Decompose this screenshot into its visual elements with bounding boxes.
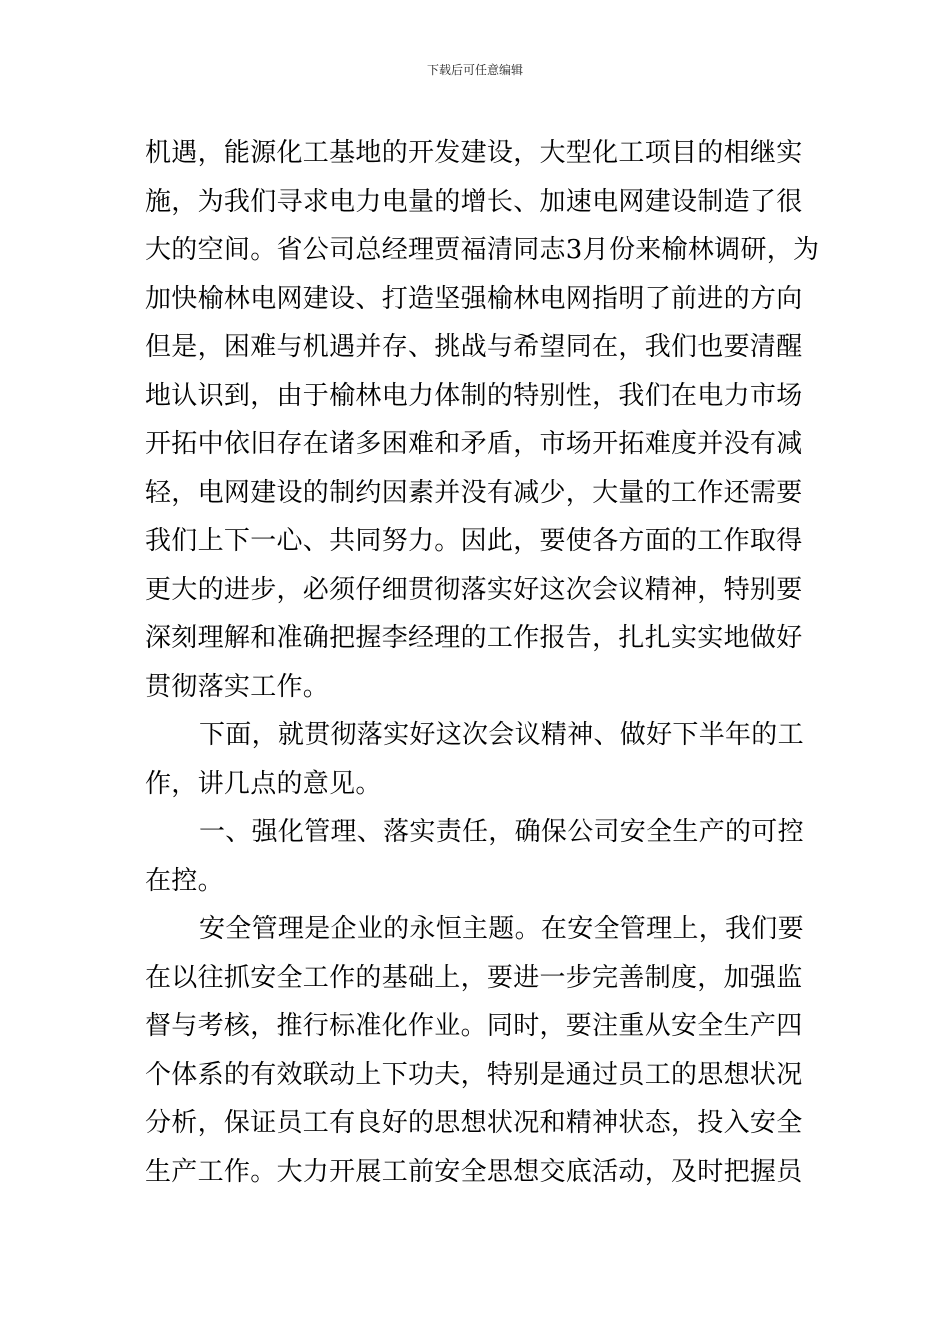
text-line: 作，讲几点的意见。 [145, 768, 382, 799]
text-line: 督与考核，推行标准化作业。同时，要注重从安全生产四 [145, 1011, 803, 1041]
text-line: 加快榆林电网建设、打造坚强榆林电网指明了前进的方向 [145, 283, 803, 314]
text-line: 机遇，能源化工基地的开发建设，大型化工项目的相继实 [145, 138, 803, 168]
text-line: 但是，困难与机遇并存、挑战与希望同在，我们也要清醒 [145, 332, 803, 362]
text-line: 生产工作。大力开展工前安全思想交底活动，及时把握员 [145, 1156, 803, 1187]
text-line: 深刻理解和准确把握李经理的工作报告，扎扎实实地做好 [145, 623, 803, 653]
text-line: 地认识到，由于榆林电力体制的特别性，我们在电力市场 [145, 380, 803, 411]
text-line: 在以往抓安全工作的基础上，要进一步完善制度，加强监 [145, 962, 803, 993]
paragraph-start-line: 安全管理是企业的永恒主题。在安全管理上，我们要 [199, 914, 804, 944]
text-line: 大的空间。省公司总经理贾福清同志3月份来榆林调研，为 [145, 235, 820, 265]
text-line: 轻，电网建设的制约因素并没有减少，大量的工作还需要 [145, 477, 803, 508]
text-line: 分析，保证员工有良好的思想状况和精神状态，投入安全 [145, 1108, 803, 1138]
section-heading-line: 一、强化管理、落实责任，确保公司安全生产的可控 [199, 817, 804, 847]
text-line: 开拓中依旧存在诸多困难和矛盾，市场开拓难度并没有减 [145, 429, 803, 459]
section-heading-line: 在控。 [145, 865, 224, 896]
page-header: 下载后可任意编辑 [426, 63, 523, 77]
document-body [145, 129, 820, 1196]
text-line: 更大的进步，必须仔细贯彻落实好这次会议精神，特别要 [145, 574, 803, 605]
text-line: 我们上下一心、共同努力。因此，要使各方面的工作取得 [145, 526, 803, 556]
text-line: 施，为我们寻求电力电量的增长、加速电网建设制造了很 [145, 186, 803, 217]
text-line: 个体系的有效联动上下功夫，特别是通过员工的思想状况 [145, 1059, 803, 1090]
paragraph-start-line: 下面，就贯彻落实好这次会议精神、做好下半年的工 [199, 720, 804, 750]
text-line: 贯彻落实工作。 [145, 671, 330, 702]
